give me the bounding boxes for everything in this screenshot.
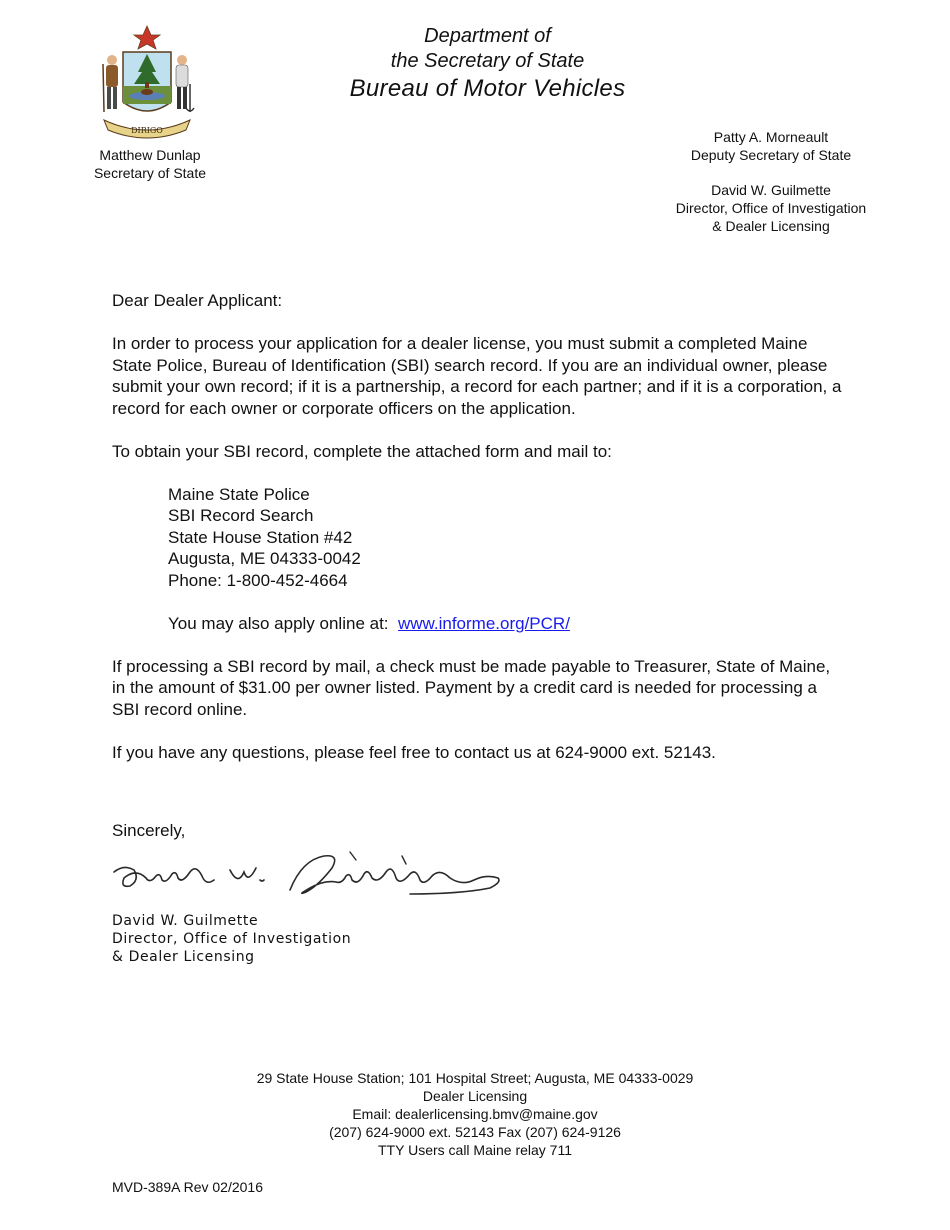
deputy-name: Patty A. Morneault: [713, 129, 829, 145]
director-name: David W. Guilmette: [711, 182, 831, 198]
secretary-title: Secretary of State: [93, 165, 207, 181]
paragraph-requirements: In order to process your application for a dealer license, you must submit a completed Maine State Police, Bureau of Identification (SBI) search record. If you are an individual owner, please submit your own record; if it is a partnership, a record for each partner; and if it is a corporation, a record for each owner or corporate officers on the application.: [112, 334, 842, 418]
footer-email: Email: dealerlicensing.bmv@maine.gov: [352, 1106, 598, 1122]
paragraph-obtain-record: To obtain your SBI record, complete the attached form and mail to:: [112, 441, 612, 461]
letter-body: [112, 290, 842, 785]
dept-line-2: the Secretary of State: [390, 50, 585, 72]
right-officials-block: [660, 128, 882, 235]
address-line-4: Augusta, ME 04333-0042: [168, 549, 361, 568]
director-title-2: & Dealer Licensing: [712, 218, 830, 234]
address-line-2: SBI Record Search: [168, 506, 314, 525]
form-number: MVD-389A Rev 02/2016: [112, 1179, 263, 1195]
pcr-online-link[interactable]: www.informe.org/PCR/: [397, 613, 570, 633]
footer: [0, 1069, 950, 1159]
maine-state-seal-icon: [98, 24, 196, 142]
signer-title-2: & Dealer Licensing: [112, 949, 255, 965]
secretary-of-state-block: [60, 146, 240, 182]
secretary-name: Matthew Dunlap: [99, 147, 201, 163]
signer-name: David W. Guilmette: [112, 913, 259, 929]
signature-icon: [110, 850, 510, 902]
footer-tty: TTY Users call Maine relay 711: [378, 1142, 572, 1158]
signer-block: [112, 912, 351, 966]
bureau-title: Bureau of Motor Vehicles: [349, 75, 626, 102]
director-title-1: Director, Office of Investigation: [675, 200, 867, 216]
deputy-title: Deputy Secretary of State: [690, 147, 852, 163]
signer-title-1: Director, Office of Investigation: [112, 931, 352, 947]
paragraph-questions: If you have any questions, please feel free to contact us at 624-9000 ext. 52143.: [112, 742, 716, 762]
footer-phone: (207) 624-9000 ext. 52143 Fax (207) 624-9126: [329, 1124, 621, 1140]
paragraph-payment: If processing a SBI record by mail, a check must be made payable to Treasurer, State of Maine, in the amount of $31.00 per owner listed. Payment by a credit card is needed for processing a SBI record online.: [112, 656, 831, 719]
online-apply-line: [168, 613, 842, 635]
address-line-3: State House Station #42: [168, 527, 353, 547]
dept-line-1: Department of: [424, 25, 551, 47]
footer-address: 29 State House Station; 101 Hospital Street; Augusta, ME 04333-0029: [256, 1070, 694, 1086]
address-phone: Phone: 1-800-452-4664: [168, 570, 348, 590]
mailing-address: [112, 484, 842, 635]
online-apply-prefix: You may also apply online at:: [168, 613, 389, 633]
greeting: Dear Dealer Applicant:: [112, 291, 283, 310]
closing: Sincerely,: [112, 821, 186, 840]
address-line-1: Maine State Police: [168, 484, 310, 504]
seal-ribbon-text: DIRIGO: [131, 126, 163, 135]
footer-unit: Dealer Licensing: [422, 1088, 528, 1104]
